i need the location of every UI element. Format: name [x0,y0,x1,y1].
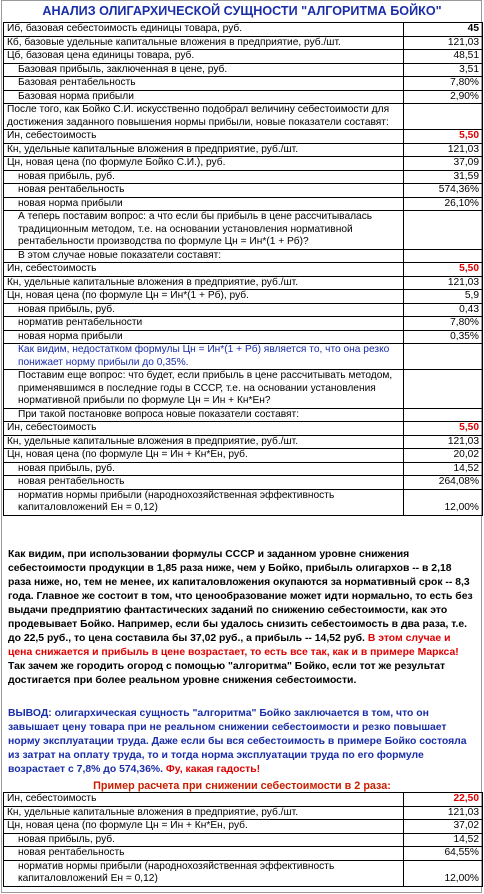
row-label: После того, как Бойко С.И. искусственно подобрал величину себестоимости для достижения заданного повышения нормы прибыли, новые показатели составят: [4,104,404,130]
table-row [4,806,483,820]
table-row [4,860,483,886]
row-label: Поставим еще вопрос: что будет, если прибыль в цене рассчитывать методом, применявшимся в последние годы в СССР, т.е. на основании установления нормативной прибыли по формуле Цн = Ин + Кн*Ен? [4,370,404,409]
table-row [4,263,483,277]
row-label: Базовая прибыль, заключенная в цене, руб. [4,63,404,77]
row-value: 20,02 [404,449,483,463]
para1-text-end: Так зачем же городить огород с помощью "алгоритма" Бойко, если тот же результат достигается при более реальном уровне снижения себестоимости. [8,661,446,686]
row-value [404,249,483,263]
table-row [4,303,483,317]
table-row [4,489,483,515]
table-row [4,847,483,861]
para2-text: ВЫВОД: олигархическая сущность "алгоритма" Бойко заключается в том, что он завышает цену товара при не реальном снижении себестоимости и резко повышает норму эксплуатации труда. Даже если бы вся себестоимость в примере Бойко состояла из затрат на оплату труда, то и тогда норма эксплуатации труда по его формуле возрастает с 7,8% до 574,36%. [8,708,467,775]
row-label: новая норма прибыли [4,197,404,211]
table-row [4,211,483,250]
para1-highlight: В этом случае и цена снижается и прибыль в цене возрастает, то есть все так, как и в примере Маркса! [8,633,459,658]
row-label: Кн, удельные капитальные вложения в предприятие, руб./шт. [4,435,404,449]
table-row [4,90,483,104]
table-analysis [3,22,483,516]
row-label: Ин, себестоимость [4,422,404,436]
row-value: 121,03 [404,435,483,449]
table-row [4,793,483,807]
row-value: 22,50 [404,793,483,807]
table-row [4,170,483,184]
table-row [4,344,483,370]
row-value: 48,51 [404,50,483,64]
row-value: 31,59 [404,170,483,184]
table-row [4,36,483,50]
row-value: 121,03 [404,143,483,157]
row-label: При такой постановке вопроса новые показатели составят: [4,408,404,422]
row-value: 7,80% [404,77,483,91]
row-label: Цн, новая цена (по формуле Бойко С.И.), руб. [4,157,404,171]
row-value: 64,55% [404,847,483,861]
row-label: новая рентабельность [4,476,404,490]
table-row [4,184,483,198]
row-value [404,408,483,422]
page-title: АНАЛИЗ ОЛИГАРХИЧЕСКОЙ СУЩНОСТИ "АЛГОРИТМА БОЙКО" [42,4,442,18]
table-row [4,408,483,422]
example-subtitle: Пример расчета при снижении себестоимости в 2 раза: [93,780,391,792]
row-label: норматив нормы прибыли (народнохозяйственная эффективность капиталовложений Ен = 0,12) [4,860,404,886]
table-row [4,476,483,490]
table-example [3,792,483,887]
row-label: новая прибыль, руб. [4,303,404,317]
row-label: новая прибыль, руб. [4,170,404,184]
table-row [4,197,483,211]
row-value: 3,51 [404,63,483,77]
row-value: 2,90% [404,90,483,104]
row-value: 5,50 [404,263,483,277]
table-row [4,330,483,344]
table-row [4,422,483,436]
row-label: новая рентабельность [4,184,404,198]
table-row [4,820,483,834]
row-value: 37,02 [404,820,483,834]
row-value: 7,80% [404,317,483,331]
row-label: новая прибыль, руб. [4,462,404,476]
row-label: Базовая норма прибыли [4,90,404,104]
table-row [4,157,483,171]
table-row [4,50,483,64]
table-row [4,130,483,144]
row-label: Цн, новая цена (по формуле Цн = Ин + Кн*Ен, руб. [4,449,404,463]
table-row [4,462,483,476]
row-value [404,104,483,130]
row-value: 14,52 [404,462,483,476]
row-label: Иб, базовая себестоимость единицы товара, руб. [4,23,404,37]
table-row [4,249,483,263]
table-row [4,23,483,37]
row-label: Цб, базовая цена единицы товара, руб. [4,50,404,64]
row-label: Кн, удельные капитальные вложения в предприятие, руб./шт. [4,143,404,157]
table-row [4,833,483,847]
row-value [404,211,483,250]
row-label: Ин, себестоимость [4,130,404,144]
row-label: Ин, себестоимость [4,793,404,807]
row-label: Цн, новая цена (по формуле Цн = Ин + Кн*Ен, руб. [4,820,404,834]
row-value: 12,00% [404,489,483,515]
row-value: 574,36% [404,184,483,198]
row-label: новая рентабельность [4,847,404,861]
row-value: 37,09 [404,157,483,171]
row-label: А теперь поставим вопрос: а что если бы прибыль в цене рассчитывалась традиционным методом, т.е. на основании установления нормативной рентабельности производства по формуле Цн = Ин*(1 + Рб)? [4,211,404,250]
row-label: норматив нормы прибыли (народнохозяйственная эффективность капиталовложений Ен = 0,12) [4,489,404,515]
para1-text: Как видим, при использовании формулы СССР и заданном уровне снижения себестоимости продукции в 1,85 раза ниже, чем у Бойко, прибыль олигархов -- в 2,18 раза ниже, но, тем не менее, их капиталовложения окупаются за нормативный срок -- 8,3 года. Главное же состоит в том, что ценообразование может идти нормально, то есть без выдачи предприятию фантастических заданий по снижению себестоимости, как это продевывает Бойко. Например, если бы удалось снизить себестоимость в два раза, т.е. до 22,5 руб., то цена составила бы 37,02 руб., а прибыль -- 14,52 руб. [8,549,473,644]
table-row [4,143,483,157]
table-row [4,104,483,130]
table-row [4,449,483,463]
table-row [4,290,483,304]
row-label: Базовая рентабельность [4,77,404,91]
table-row [4,370,483,409]
row-value: 12,00% [404,860,483,886]
row-value: 5,9 [404,290,483,304]
row-label: Кб, базовые удельные капитальные вложения в предприятие, руб./шт. [4,36,404,50]
row-value [404,370,483,409]
row-label: норматив рентабельности [4,317,404,331]
conclusion-paragraph-1 [8,548,476,688]
row-value: 0,43 [404,303,483,317]
row-label: Кн, удельные капитальные вложения в предприятие, руб./шт. [4,276,404,290]
row-value: 121,03 [404,276,483,290]
row-value: 14,52 [404,833,483,847]
table-row [4,276,483,290]
para2-highlight: Фу, какая гадость! [165,764,261,775]
row-label: Цн, новая цена (по формуле Цн = Ин*(1 + Рб), руб. [4,290,404,304]
table-row [4,63,483,77]
row-label: В этом случае новые показатели составят: [4,249,404,263]
row-value: 264,08% [404,476,483,490]
table-row [4,77,483,91]
row-label: Кн, удельные капитальные вложения в предприятие, руб./шт. [4,806,404,820]
conclusion-paragraph-2 [8,707,476,777]
row-value: 121,03 [404,806,483,820]
row-label: новая норма прибыли [4,330,404,344]
row-value: 5,50 [404,130,483,144]
row-value: 121,03 [404,36,483,50]
row-value: 45 [404,23,483,37]
row-label: Ин, себестоимость [4,263,404,277]
row-label: новая прибыль, руб. [4,833,404,847]
table-row [4,317,483,331]
row-value: 26,10% [404,197,483,211]
row-label: Как видим, недостатком формулы Цн = Ин*(1 + Рб) является то, что она резко понижает норму прибыли до 0,35%. [4,344,404,370]
row-value: 5,50 [404,422,483,436]
table-row [4,435,483,449]
row-value: 0,35% [404,330,483,344]
row-value [404,344,483,370]
